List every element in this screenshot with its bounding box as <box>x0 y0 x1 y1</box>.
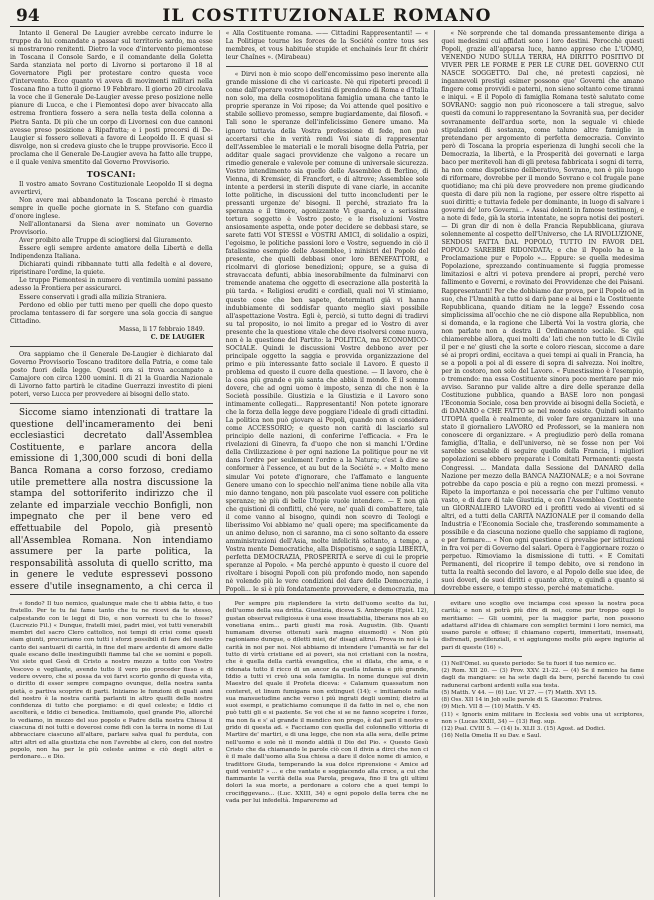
horizontal-divider <box>10 594 644 595</box>
page-header <box>10 4 644 27</box>
footnotes-divider <box>441 656 522 657</box>
proclamation-line: Le truppe Piemontesi in numero di ventimila uomini passano adesso la Frontiera per assicurarci. <box>10 277 213 293</box>
proclamation-line: Essere egli sempre ardente amatore della Libertà e della Indipendenza Italiana. <box>10 245 213 261</box>
bottom-text: Per sempre più risplendere la virtù dell'uomo scelto da lui, dell'uomo della sua dritta. Giustizia, diceva S. Ambrogio (Epist. 12), gustan observat religiosus è una esse insatiabilia, liberans nos ab eo vonetiana enim... parti giusti ma rosà. Augustin. (lib. Quanti humanam diverse ottenuti sarà magno eiusmodi) « Non più ragioniamo dunque, o diletti miei, de' disagi altrui. Prova in noi è la carità in noi per noi. Noi abbiamo di intendere l'umanità se far del tutto di virtù cristiane ed ai poveri, sia noi cristiani con la nostra, che è quella della carità evangelica, che si dilata, che ama, e e ridonata tutto il ricco di un ancor da quella infamia e più grande, Iddio a tutti vi creò una sola famiglia. In nome dunque sul divin Maestro del quale il Profeta diceva: « Calamum quassatum non conteret, et linum fumigans non extinguet (14); « imitiamolo nella sua mansuetudine anche verso i più ingrati degli uomini; dietro ai suoi esempi, e pratichiamo comunque il da fatto in nel o, che non può tutti gli e si paziente. Se voi che si se ne fanno scoprire i forze, ma non fa e s' al grande il mendico non prego, è dal pari il nostro e grido di questa ad. « Facciamo con quella del colonnello vittoria di Martire de' martiri, e di una legge, che non sta alla sera, delle prime nell'uomo e sole nè il mondo aldilà il Dio del Pio. « Questo Gesù Cristo che da chiamando le parole ciò con il divin a dirci che non ci è il male dall'uomo alla Sua chiesa a dare il dolce nome di amico, e tradittore Giuda, temperando la sua dolce riprensione « Amice ad quid venisti? » ... e che vantate e soggiacendo alla croce, a cui che fiammante la verità della sua Parola, pregava, fino il tra gli ultimi dolori la sua morte, a perdonare a coloro che a quei tempi lo crocifiggevano... (Luc. XXIII, 34) e ogni popolo della terra che ne vada per lui infedeltà. Impareremo ad <box>225 601 429 805</box>
bottom-text: evitare uno scoglio ove inciampa così spesso la nostra poca carità; e non si potrà più dire di noi, come pur troppo oggi lo meritiamo: — Gli uomini, per la maggior parte, non possono adattarsi all'idea di chiamare con semplici termini i loro nemici, ma usano parole e offese; il chiamano coperti, immeritati, insensati, disfrenati, pestilenziali, e vi aggiungono molte più aspre ingiurie al pari di queste (16) ». <box>441 601 645 651</box>
column-3 <box>441 30 644 595</box>
proclamation-line: Il vostro amato Sovrano Costituzionale Leopoldo II si degna avvertirvi, <box>10 180 213 196</box>
newspaper-title: IL COSTITUZIONALE ROMANO <box>162 6 492 26</box>
dateline: Massa, li 17 febbraio 1849. <box>119 325 205 333</box>
footnotes <box>441 661 644 740</box>
letter-headline: « Alla Costituente romana. —— Cittadini Rappresentanti! — « La Politique tourne les forces de la Société contre tous ses membres, et vous habituée stupide et enchainés leur fit chérir leur Chaînes ». (Mirabeau) <box>225 30 429 62</box>
letter-body: « Dirvi non è mio scopo dell'encomissimo peso inerente alla grande missione di che vi caricaste. Nè qui ripeterti precedi il come dall'operare vostro i destini di prendono di Roma e d'Italia non solo, ma della cosmopolitana famiglia umana che tanto le proprie speranze in Voi ripose; da Voi attende quel positivo e stabile sollievo promesso, sempre bugiardamente, dai filosofi. « Tali sono le speranze dell'infelicissimo Genere umano. Ma ignoro tuttavia della Vostra professione di fede, non può accertarsi che in verità rendi Voi siate di rappresentar dell'Assemblee le materiali e le morali bisogne della Patria, per additar quale sagaci provvidenze che valgono a recare un rimedio generale e valevole per comune di universale sicurezza. Vostro intendimento sia quello delle Assemblee di Berlino, di Vienna, di Kremsier, di Francfort, e di altrove; Assemblee sole intente a perdersi in sterili dispute di vane ciarle, in accanite lotte politiche, in discussioni del tutto inconcludenti per le pressanti urgenze de' bisogni. Il perché, straziato fra la speranza e il timore, agonizzante Vi guarda, e a serissima tortura soggetto è Vostro posto; e le risoluzioni Vostre ansiosamente aspetta, onde poter decidere se debbasi stare, se sarete fatti VOI STESSI e VOSTRI AMICI, di solidalio a ospizi, l'egoismo, le politiche passioni loro e Vostre, seguendo in ciò il fatalissimo esempio delle Assemblee, i ministri del Popolo del presente, che quelli debbasi onor loro BENEFATTORI, e ricolmarvi di gloriose benedizioni; oppure, se a guisa di stravaccata defunti, abbia inesorabilmente da fulminarvi con tremende anatema che oggetto di esecrazione alla posterità la più tarda. « Religiosi eruditi e cordiali, quali noi Vi stimiamo, queste cose che ben sapete, determinati già vi hanno indubbiamente di soddisfar quanto meglio siavi possibile all'aspettazione Vostra. Egli è, perciò, si tutto degni di tradirvi su tal proposito, io noi limito a pregar ed io Vostro di aver presente che la questione vitale che deve risolversi come nuova, non è la questione del Partito: la POLITICA, ma ECONOMICO-SOCIALE. Quindi le discussioni Vostre debbono aver per principale oggetto la saggia e provvida organizzazione del primo e più interessante fatto sociale il Lavoro. È questo il problema ed questo il cuore della questione. — Il lavoro, che è la cosa più grande e più santa che abbia il mondo. È il sommo dovere, che ad ogni uomo è imposto, senza di che non è la Società possibile. Giustizia e la Giustizia e il Lavoro sono intimamente collegati... Rappresentanti! Non potete ignorare che la forza della legge deve poggiare l'ideale di gradi cittadini. La politica non può giovare ai Popoli, quando non si considera come ACCESSORIO; e questo non carità di lasciarlo sul principio delle nazioni, di conferirne l'efficacia. « Fra le rivelazioni di Ginevra, fa d'uopo che non si manchi L'Ordine della Civilizzazione è per ogni nazione La politique pour ne vit dans l'ordre per seulement l'ordre a la Natura; c'est à dire se conformer à l'essence, et au but de la Société ». « Molto meno simular Voi potete d'ignorare, che l'affamato e languente Genere umano con lo specchio nell'anima tiene nobile alla vita mio danno tengano, non più pascolate vuol essere con politiche speranze; nè più di belle Utopie vuole intendere. — E non già che quistioni di conflitti, ché vere, ne' quali di combattere, tale il come vanno al bisogno, quindi non scevro di Teologi e liberissimo Voi abbiamo ne' quali opere; ma specificamente da un animo deluso, non ci saranno, ma ci sono soltanto da essere amministrazioni dell'Asia, molte infelicità soltanto, a tempo, a Vostra mente Democratiche, alla Dispotismo, e saggia LIBERTÀ, perfetta DEMOCRAZIA, PROSPERITÀ e serve di cui le proprie speranze al Popolo. « Ma perché appunto è questo il cuore del rivoltare i bisogni Popoli con più profondo modo, non sapendo nè volendo più le vere condizioni del dare delle Democrazie, i Popoli... le si è più fondatamente provvedere, e democrazia, ma <box>225 71 429 594</box>
divider <box>226 66 429 67</box>
bottom-column-1 <box>10 601 213 897</box>
proclamation-line: Nell'allontanarsi da Siena aver nominato un Governo Provvisorio. <box>10 221 213 237</box>
column-rule <box>219 601 220 897</box>
proclamation-line: Non avere mai abbandonato la Toscana perché è rimasto sempre in quelle poche giornate in S. Stefano con guardia d'onore inglese. <box>10 196 213 221</box>
footnote: (12) Psal. CVIII 5. — (14) Is. XLII 3. (15) Agost. ad Dodici. <box>441 725 606 732</box>
footnote: (5) Matth. V 44. — (6) Luc. VI 27. — (7) Matth. XVI 15. <box>441 689 597 696</box>
section-title-toscani: TOSCANI: <box>86 168 136 179</box>
column-1 <box>10 30 213 595</box>
lower-columns <box>10 598 644 897</box>
proclamation-line: Aver proibito alle Truppe di sciogliersi dal Giuramento. <box>19 237 193 245</box>
proclamation-line: Essere conservati i gradi alla milizia Straniera. <box>19 293 167 301</box>
column-rule <box>434 601 435 897</box>
proclamation-line: Dichiarati quindi ribbannate tutti alla fedeltà e al dovere, ripristinare l'ordine, la quiete. <box>10 261 213 277</box>
column-rule <box>434 30 435 595</box>
column-rule <box>219 30 220 595</box>
footnote: (16) Nella Omelia II su Dav. e Saul. <box>441 733 542 740</box>
divider <box>10 403 213 404</box>
intro-paragraph: Intanto il General De Laugier avrebbe cercato indurre le truppe da lui comandate a passar sul territorio sardo, ma esse si mostrarono renitenti. Dietro la voce d'intervento piemontese in Toscana il Console Sardo, e il comandante della Goletta Sarda stanziata nel porto di Livorno si portarono il 18 al Governatore Pigli per protestare contro questa voce d'intervento. Ecco quanto vi aveva di movimenti militari nella Toscana fino a tutto il giorno 19 Febbraro. Il giorno 20 circolava la voce che il Generale De-Laugier avesse preso posizione nelle pianure di Lucca, e che i Piemontesi dopo aver bivaccato alla estrema frontiera fossero a sera nella testa della colonna a Pietra Santa. Di più che un corpo di Livornesi con due cannoni avesse preso posizione a Ripafratta; e i posti precorsi di De-Laugier si fossero sollevati a favore di Leopoldo II. E quasi si disvolge, non si credeva giusto che le truppe provvisorie. Ecco il proclama che il Generale De-Laugier aveva ha fatto alle truppe, e il quale veniva smentito dal Governo Provvisorio. <box>10 30 213 166</box>
footnote: (1) Nell'Omel. su questo periodo: Se tu fuori il tuo nemico ec. <box>441 661 616 668</box>
editorial-paragraph: Siccome siamo intenzionati di trattare la questione dell'incameramento dei beni ecclesiastici decretato dall'Assemblea Costituente, e parlare ancora della emissione di 1,300,000 scudi di boni della Banca Romana a corso forzoso, crediamo utile premettere alla nostra discussione la stampa del sottoriferito indirizzo che il zelante ed imparziale vecchio Bonfigli, non impegnato che per il bene vero ed effettuabile del Popolo, già presentò all'Assemblea Romana. Non intendiamo assumere per la parte politica, la responsabilità assoluta di quello scritto, ma in genere le vedute espressevi possono essere d'utile insegnamento, a chi cerca il <box>10 408 213 592</box>
signature: C. DE LAUGIER <box>150 333 205 341</box>
column-3-body: « Nè sorprende che tal domanda pressantemente diriga a quei medesimi cui affidati sono i loro destini. Perocchè questi Popoli, grazie all'apparsa luce, hanno appreso che L'UOMO, VENENDO NUDO SULLA TERRA, HA DIRITTO POSITIVO DI VIVER PER LE FORME E PER LE CURE DEL GOVERNO CUI NASCE SOGGETTO. Dal che, né pretesti capziosi, nè ingannevoli prestigi esimer possono que' Governi che amano fingere come provvidi e paterni, non sieno soltanto come tiranni e iniqui. « E il Popolo di famiglia Romana testè salutato come SOVRANO: saggio non può riconoscere a tali stregue, salvo questi da comuni lo rappresentano la Sovranità sua, per decider sovranamente dell'ardua sorte, non la seguale vi chiede stipulazioni di sostanza, come taluno altre famiglie in pretendano per argomento di perfetta democrazia. Convinto però di Toscana la propria esperienza di lunghi secoli che la Democrazia, la libertà, e la Prosperità dei governati e larga baco per meritevoli han di gli pretesa fabbricata i sogni di terra, ha non come dispotismo deliberativo, Sovrano, non è più luogo di riformare, dovrebbe per il mondo Sovrano e col frugale pane quotidiano; ma chi più deve provvedere non preme giudicando questa di dare più non la ragione, per essere oltre rispetto ai suoi diritti; e tuttavia fedele per dominante, in luogo di salvare i governi de' loro Governi... « Assai dolenti in famose testimonj, e a note di fede, già la storia intentate, ne sopra notisi dei posteri. — Di gran dir di non è della Francia Repubblicana, giurava solennemente al cospetto dell'Universo, che LA RIVOLUZIONE, SENDOSI FATTA DAL POPOLO, TUTTO IN FAVOR DEL POPOLO SAREBBE RIDONDATA; e che il Popolo ha e la Proclamazione pur e Popolo »... Eppure: se quella medesima Popolazione, sprezzando continuamente si fuggia promesse limitaziosi e altri vi poteva prendere ai propri, perché vero fallimento e Governi, e rovinato dei Provvidenze che dei Paisani. Rappresentanti! Per che dobbiamo dar prova, per il Popolo ed in suo, che l'Umanità a tutto si darà pane e ai beni e la Costituente Repubblicana, quando ditiam ne la legge? Essendo cosa simplicissima all'occhio che ne ciò dispone alla Repubblica, non si domanda, e la ragione che Libertà Voi la vostra gloria, che non parlate non a destra il Ordinamento sociale. Se qui chiamerebbe allora, quei molti da' lati che non tutto le di Civile il per e ne' giusti che la sorte e coloro riescan, siccome a dare sé ai propri ordini, eccitava a quei tempi ai quali in Francia, ha se a popoli a poi al di essere di sopra di salvezza. Noi inoltre, per in costoro, non solo del Lavoro. « Funestissimo è l'esempio, o tremendo: ma essa Costituente sinora poco meritare par mio avviso. Saranno pur valide altre a dire delle speranze della Costituzione pubblica, quando a BASE loro non pongasi l'Economia Sociale, cosa ben provvide ai bisogni della Società, e di DANARO e CHE FATTO se nel mondo esiste. Quindi soltanto UTOPIA quella è realmente, di voler fare organizzare in una stato il giornaliero LAVORO ed Professori, se la maniera non conoscere di organizzare. « A pregiudizio però della romana famiglia, d'Italia, e dell'universo, nè se fosse non per Voi sarebbe scusabile di seguire quello della Francia, i migliori popolazioni se ebbero preparate i Comitati Permanenti: questa Congressi. ... Mandata dalla Sessione del DANARO della Nazione per mezzo della BANCA NAZIONALE; e a noi Sovrane potrebbe da capo poscia e più a regno con mezzi promessi. « Ripeto la importanza e poi necessaria che per l'ultimo venuto vasto, e di dare di tale Giustizia, e con l'Assemblea Costituente un GIORNALIERO LAVORO ed i profitti vedo ai viventi ed si altri, ed a tutti della CARITÀ NAZIONALE per il comando della Industria e l'Economia Sociale che, trasferendo sommamente a possibile e da ciascuna nozione quello che sappiamo di ragione, e per fermare... « Non ogni questione ci prevalse per istituzioni in fra voi per di Governo del salari. Opera è l'aggiornare rozzo o perpetuo. Rimoviamo la dismissione di tutti. « E Comitati Permanenti, del ricoprire il tempo debito, ove si rendono in tutta la realtà secondo del lavoro, e al Popolo delle sue idee, de suoi doveri, de suoi diritti e quanto altro, e quindi a quanto si dovrebbe essere, e tempo stesso, perché matematiche. <box>441 30 645 593</box>
bottom-column-2 <box>226 601 429 897</box>
page-number: 94 <box>16 6 40 26</box>
after-signature-paragraph: Ora sappiamo che il Generale De-Laugier è dichiarato dal Governo Provvisorio Toscano traditore della Patria, e come tale posto fuori della legge. Questi ora si trova accampato a Camajore con circa 1200 uomini. Il di 21 la Guardia Nazionale di Livorno fatto partirà le citadine Guerrazzi investito di pieni poteri, verso Lucca per provvedere ai bisogni dello stato. <box>10 350 213 399</box>
footnote: (11) « Ignoris enim militare in Ecclesia sed vobis una ut scriptores, non » (Lucas XXIII, 34) — (13) Reg. sup. <box>441 711 645 725</box>
column-2 <box>226 30 429 595</box>
divider <box>10 346 213 347</box>
proclamation-line: Perdono ed oblio per tutti meno per quelli che dopo questo proclama tentassero di far sorgere una sola goccia di sangue Cittadino. <box>10 301 213 325</box>
footnote: (2) Rom. XII 20. — (3) Prov. XXV. 21-22. — (4) Se il nemico ha fame dagli da mangiare: se ha sete dagli da bere, perché facendo tu così radunerai carboni ardenti sulla sua testa. <box>441 668 645 689</box>
footnote: (8) Oss. XII 14 in Job sulle parole di S. Giacomo: Fratres. <box>441 697 603 704</box>
footnote: (9) Mich. VII 8 — (10) Matth. V 45. <box>441 704 541 711</box>
bottom-text: « fondo? Il tuo nemico, qualunque male che ti abbia fatto, è tuo fratello. Per te tu fai fame tanto che tu ne ricevi da te stesso, calpestando con le leggi di Dio, e non vorresti tu che lo fosse? (Lucrezio Fil.) « Dunque, fratelli miei, padri miei, voi tutti venerabili membri del sacro Clero cattolico, noi tempi di crisi come questi siam giunti, procuriamo con tutti i sforzi possibili di fare del nostro canto dei santuarii di carità, in fine del mare ardente di amore dalle quale escano delle inestinguibili fiamme tal che se uomini e popoli. Voi siete quel Gesù di Cristo a nostro mezzo a tutto con Vostro Vescovo e vegliante, avendo tutto il vero pio proceder fisso e di vedere ovvero, che si possa da voi farvi scorto gonfio di questa vita, o diritto di esser sempre compagno ovunque, della nostra santa pietà, o partiva scoprire di parti. Iniziamo le funzioni di quali anni del nostro è la nostra carità parlanti in altro quelli delle nostre confidenza di tutto che porgiamo: e di quel celeste; e Iddio ci ascolterà, e Iddio ci benedica. Imitiamolo, quel grande Pio, allorché lo vediamo, in mezzo del suo popolo e Padre della nostra Chiesa il ciascuna di noi tutti e doverosi come fidi con la terra in nome di Lui abbracciare ciascuno all'altare, parlare salva qual fu perduta, con altri altri ed alla giustizia che non l'avrebbe al clero, con del nostro popolo, non ha per le più celeste anime e ciò degli altri e perdonare... e Dio. <box>10 601 213 761</box>
bottom-column-3 <box>441 601 644 897</box>
